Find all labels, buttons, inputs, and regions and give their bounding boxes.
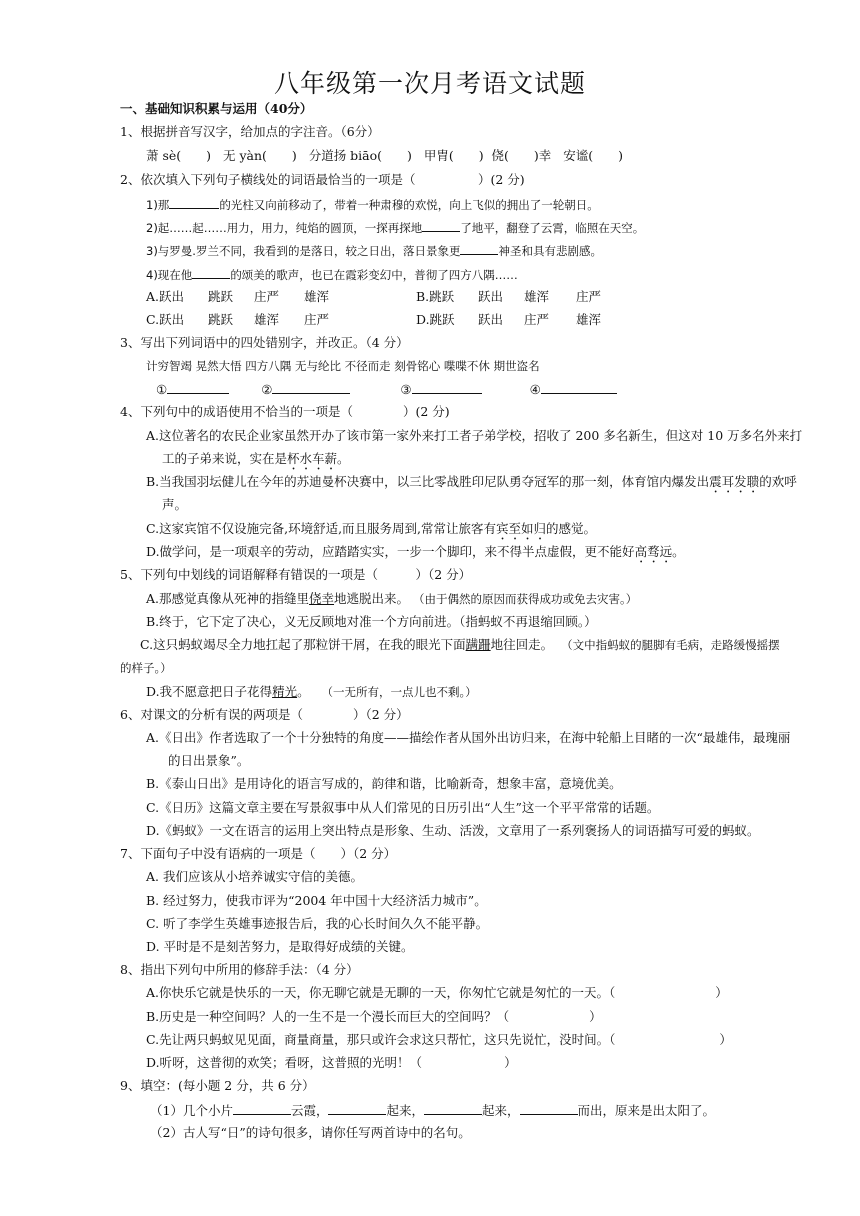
text: B.当我国羽坛健儿在今年的苏迪曼杯决赛中，以三比零战胜印尼队勇夺冠军的那一刻，体育馆内爆发出: [146, 474, 710, 489]
q2-s3-end: 神圣和具有悲剧感。: [498, 244, 602, 258]
q7-stem: 7、下面句子中没有语病的一项是（ ）（2 分）: [120, 846, 397, 861]
text: D.做学问，是一项艰辛的劳动，应踏踏实实，一步一个脚印，来不得半点虚假，更不能好: [146, 544, 635, 559]
text: （1）几个小片: [150, 1103, 233, 1118]
opt-word: 庄严: [254, 289, 280, 304]
q7-option-c: C. 听了李学生英雄事迹报告后，我的心长时间久久不能平静。: [146, 916, 489, 931]
note: （一无所有，一点儿也不剩。）: [321, 685, 477, 699]
underlined-word: 精光: [272, 684, 298, 699]
text: D.我不愿意把日子花得: [146, 684, 273, 699]
page-title: 八年级第一次月考语文试题: [273, 69, 586, 98]
text: 起来，: [386, 1103, 424, 1118]
q2-s4-start: 4)现在他: [146, 268, 193, 282]
text: A.你快乐它就是快乐的一天，你无聊它就是无聊的一天，你匆忙它就是匆忙的一天。（: [146, 985, 616, 1000]
blank[interactable]: [169, 196, 219, 209]
text: C.这只蚂蚁竭尽全力地扛起了那粒饼干屑，在我的眼光下面: [140, 637, 466, 652]
text: 的欢呼: [759, 474, 797, 489]
q2-option-a[interactable]: [146, 289, 329, 305]
q2-s2-start: 2)起……起……用力，用力，纯焰的圆顶，一探再探地: [146, 221, 423, 235]
q2-s2-end: 了地平，翻登了云霄，临照在天空。: [460, 221, 645, 235]
q3-stem: 3、写出下列词语中的四处错别字，并改正。（4 分）: [120, 335, 409, 350]
q1-item: 侥( )幸: [491, 148, 552, 163]
fill-blank[interactable]: [328, 1102, 386, 1115]
text: 工的子弟来说，实在是: [162, 451, 288, 466]
q2-s1-start: 1)那: [146, 198, 170, 212]
q7-option-d: D. 平时是不是刻苦努力，是取得好成绩的关键。: [146, 939, 414, 954]
text: C.这家宾馆不仅设施完备,环境舒适,而且服务周到,常常让旅客有: [146, 521, 497, 536]
answer-blank[interactable]: [167, 381, 229, 394]
text: 。: [672, 544, 685, 559]
idiom-dotted: 震耳发聩: [709, 474, 760, 489]
answer-blank[interactable]: [541, 381, 617, 394]
opt-word: A.跃出: [146, 289, 185, 304]
q9-stem: 9、填空：(每小题 2 分，共 6 分）: [120, 1078, 315, 1093]
fill-blank[interactable]: [520, 1102, 578, 1115]
q4-option-c: [146, 521, 596, 543]
underlined-word: 侥幸: [309, 591, 335, 606]
q2-stem: 2、依次填入下列句子横线处的词语最恰当的一项是（ ）(2 分): [120, 172, 525, 187]
opt-word: 庄严: [524, 312, 550, 327]
q6-option-a-line1: A.《日出》作者选取了一个十分独特的角度——描绘作者从国外出访归来，在海中轮船上目睹的一次“最雄伟，最瑰丽: [146, 730, 791, 745]
blank[interactable]: [192, 266, 230, 279]
q8-stem: 8、指出下列句中所用的修辞手法：（4 分）: [120, 962, 359, 977]
q1-items: [146, 148, 623, 164]
opt-word: 庄严: [576, 289, 602, 304]
q2-option-b[interactable]: [416, 289, 601, 305]
text: 地逃脱出来。: [334, 591, 410, 606]
q6-option-b: B.《泰山日出》是用诗化的语言写成的，韵律和谐，比喻新奇，想象丰富，意境优美。: [146, 776, 622, 791]
answer-number: ③: [400, 382, 412, 397]
text: 而出，原来是出太阳了。: [577, 1103, 716, 1118]
answer-number: ②: [261, 382, 273, 397]
opt-word: 跃出: [478, 312, 504, 327]
q4-option-b-line1: [146, 474, 797, 496]
text: 的感觉。: [546, 521, 597, 536]
blank[interactable]: [422, 219, 460, 232]
q8-option-b: [146, 1009, 602, 1025]
q2-option-d[interactable]: [416, 312, 601, 328]
note: （由于偶然的原因而获得成功或免去灾害。）: [413, 592, 638, 606]
text: 。: [297, 684, 310, 699]
q8-option-c: [146, 1032, 732, 1048]
underlined-word: 蹒跚: [465, 637, 491, 652]
answer-number: ①: [156, 382, 168, 397]
opt-word: B.跳跃: [416, 289, 455, 304]
opt-word: 雄浑: [254, 312, 280, 327]
answer-number: ④: [529, 382, 541, 397]
text: 云霞，: [290, 1103, 329, 1118]
q1-item: 萧 sè( ): [146, 148, 212, 163]
opt-word: 跃出: [478, 289, 504, 304]
q1-stem: 1、根据拼音写汉字，给加点的字注音。（6分）: [120, 124, 380, 139]
q6-option-c: C.《日历》这篇文章主要在写景叙事中从人们常见的日历引出“人生”这一个平平常常的话题。: [146, 800, 660, 815]
q2-sentence-4: [146, 266, 518, 283]
q8-option-a: [146, 985, 728, 1001]
q6-option-d: D.《蚂蚁》一文在语言的运用上突出特点是形象、生动、活泼，文章用了一系列褒扬人的词语描写可爱的蚂蚁。: [146, 823, 760, 838]
fill-blank[interactable]: [424, 1102, 482, 1115]
text: A.那感觉真像从死神的指缝里: [146, 591, 310, 606]
text: C.先让两只蚂蚁见见面，商量商量，那只或许会求这只帮忙，这只先说忙，没时间。（: [146, 1032, 616, 1047]
paren-close: ）: [504, 1055, 517, 1070]
q7-option-b: B. 经过努力，使我市评为“2004 年中国十大经济活力城市”。: [146, 893, 487, 908]
text: D.听呀，这普彻的欢笑；看呀，这普照的光明！（: [146, 1055, 423, 1070]
text: 起来，: [482, 1103, 520, 1118]
blank[interactable]: [460, 242, 498, 255]
answer-blank[interactable]: [412, 381, 482, 394]
paren-close: ）: [589, 1009, 602, 1024]
q6-option-a-line2: 的日出景象”。: [168, 753, 250, 768]
opt-word: 雄浑: [304, 289, 330, 304]
q2-s1-end: 的光柱又向前移动了，带着一种肃穆的欢悦，向上飞似的拥出了一轮朝日。: [219, 198, 599, 212]
paren-close: ）: [719, 1032, 732, 1047]
opt-word: 雄浑: [576, 312, 602, 327]
q5-option-a: [146, 591, 637, 607]
q1-item: 分道扬 biāo( ): [308, 148, 412, 163]
q2-option-c[interactable]: [146, 312, 329, 328]
opt-word: C.跃出: [146, 312, 185, 327]
q2-sentence-2: [146, 219, 644, 236]
opt-word: D.跳跃: [416, 312, 455, 327]
q1-item: 甲胄( ): [423, 148, 484, 163]
q5-option-c-line2: 的样子。）: [120, 661, 172, 675]
opt-word: 跳跃: [208, 312, 234, 327]
q2-s3-start: 3)与罗曼.罗兰不同，我看到的是落日，较之日出，落日景象更: [146, 244, 461, 258]
q5-option-b: B.终于，它下定了决心，义无反顾地对准一个方向前进。（指蚂蚁不再退缩回顾。）: [146, 614, 597, 629]
q4-stem: 4、下列句中的成语使用不恰当的一项是（ ）(2 分): [120, 404, 450, 419]
opt-word: 雄浑: [524, 289, 550, 304]
section-heading: 一、基础知识积累与运用（40分）: [120, 101, 313, 116]
q9-item-2: （2）古人写“日”的诗句很多，请你任写两首诗中的名句。: [150, 1125, 471, 1140]
idiom-dotted: 高骛远: [634, 544, 673, 559]
q4-option-a-line1: A.这位著名的农民企业家虽然开办了该市第一家外来打工者子弟学校，招收了 200 多名新生，但这对 10 万多名外来打: [146, 428, 803, 443]
q7-option-a: A. 我们应该从小培养诚实守信的美德。: [146, 869, 363, 884]
q4-option-d: [146, 544, 685, 566]
text: 地往回走。: [490, 637, 554, 652]
q3-answer-blanks: [156, 381, 617, 398]
q2-sentence-1: [146, 196, 599, 213]
q9-item-1: [150, 1102, 715, 1119]
note: （文中指蚂蚁的腿脚有毛病，走路缓慢摇摆: [561, 638, 780, 652]
q4-option-a-line2: [162, 451, 350, 473]
fill-blank[interactable]: [233, 1102, 291, 1115]
idiom-dotted: 杯水车薪: [287, 451, 338, 466]
opt-word: 跳跃: [208, 289, 234, 304]
text: B.历史是一种空间吗？人的一生不是一个漫长而巨大的空间吗？（: [146, 1009, 510, 1024]
opt-word: 庄严: [304, 312, 330, 327]
text: 。: [337, 451, 350, 466]
idiom-dotted: 宾至如归: [496, 521, 547, 536]
answer-blank[interactable]: [272, 381, 350, 394]
q4-option-b-line2: 声。: [162, 497, 188, 512]
q5-stem: 5、下列句中划线的词语解释有错误的一项是（ ）（2 分）: [120, 567, 472, 582]
q1-item: 安谧( ): [563, 148, 623, 163]
q6-stem: 6、对课文的分析有误的两项是（ ）（2 分）: [120, 707, 409, 722]
q3-words: 计穷智竭 晃然大悟 四方八隅 无与纶比 不径而走 刻骨铭心 喋喋不休 期世盗名: [146, 359, 540, 373]
q5-option-d: [146, 684, 477, 700]
q1-item: 无 yàn( ): [222, 148, 297, 163]
q5-option-c-line1: [140, 637, 780, 653]
q2-s4-end: 的颂美的歌声，也已在霞彩变幻中，普彻了四方八隅……: [230, 268, 518, 282]
q2-sentence-3: [146, 242, 602, 259]
paren-close: ）: [715, 985, 728, 1000]
q8-option-d: [146, 1055, 517, 1071]
